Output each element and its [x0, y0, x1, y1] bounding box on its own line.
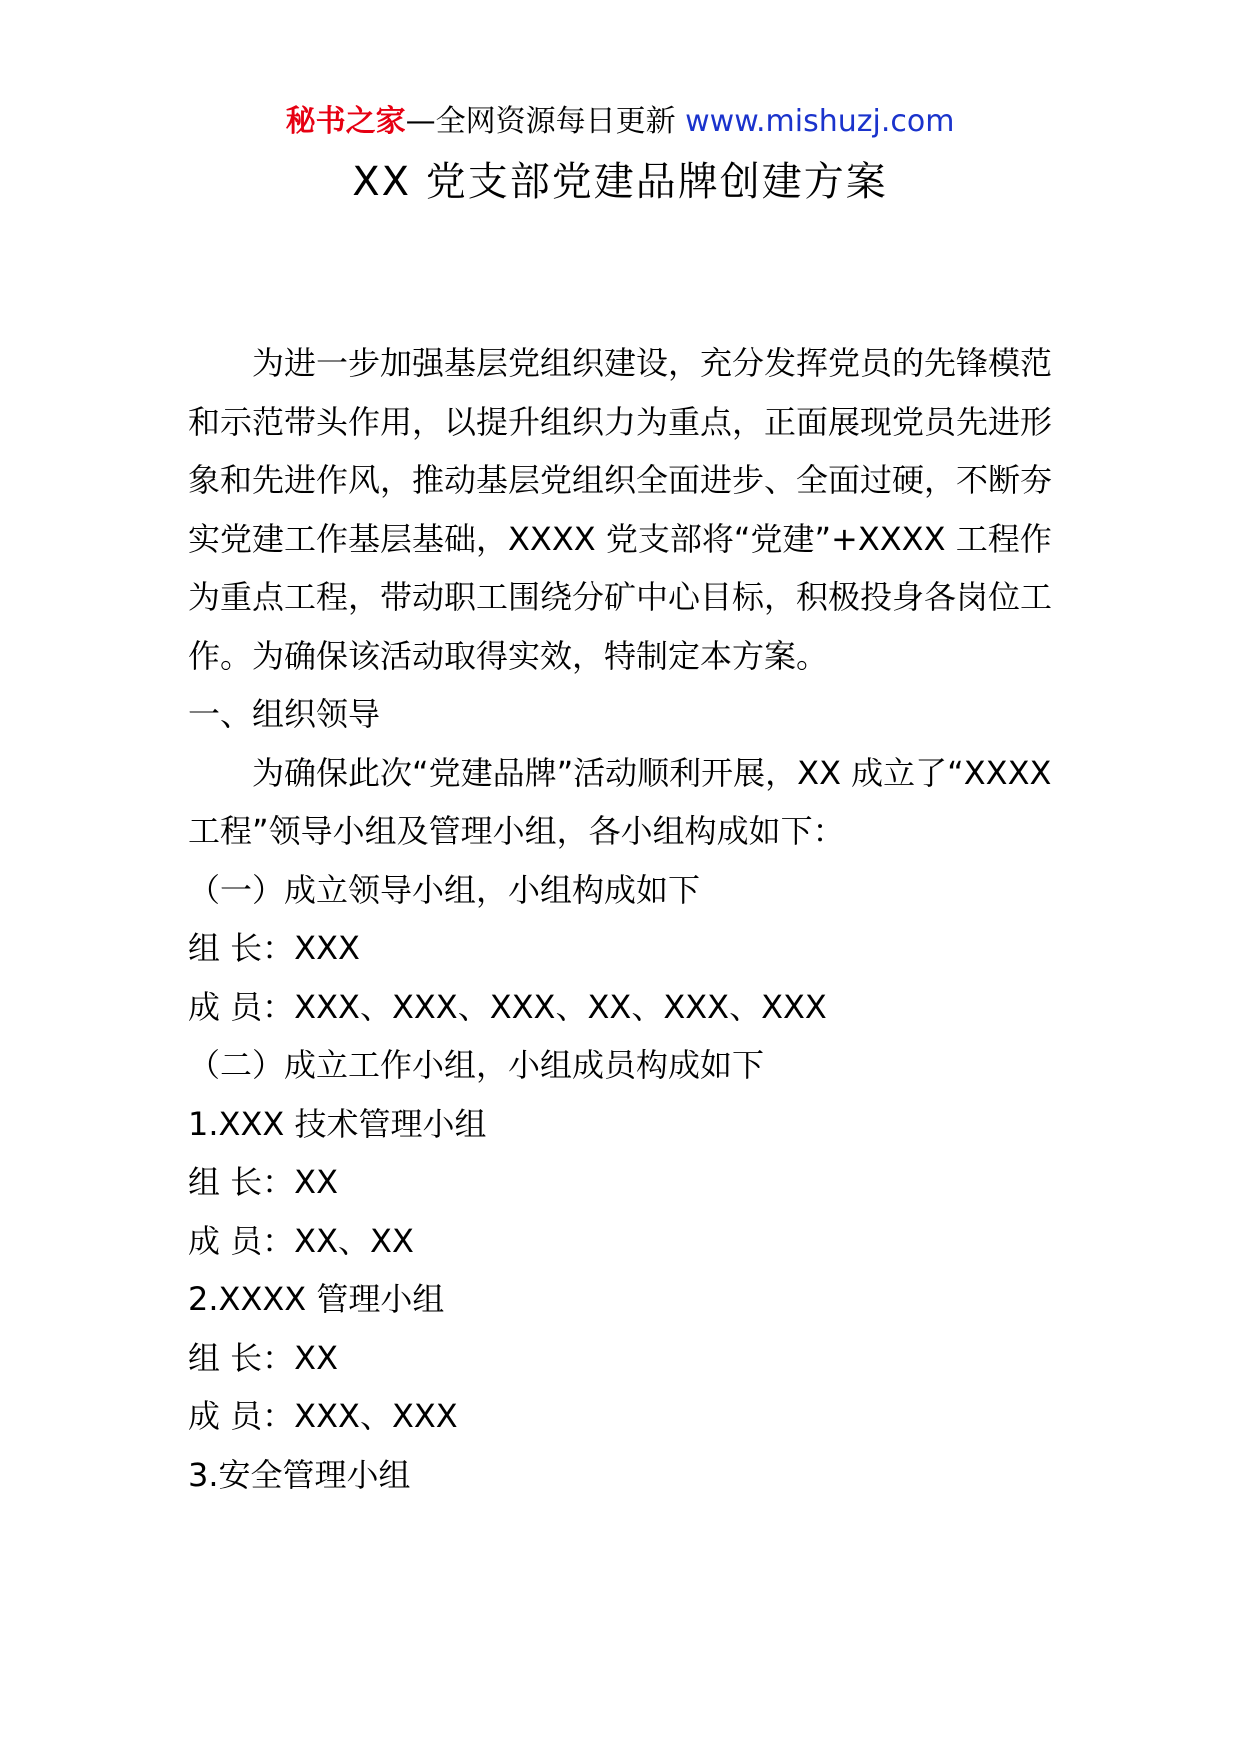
site-url-link[interactable]: www.mishuzj.com [685, 104, 955, 139]
members-line: 成 员：XXX、XXX [188, 1397, 458, 1435]
document-body [188, 334, 1058, 1504]
subsection-heading: （二）成立工作小组，小组成员构成如下 [188, 1046, 765, 1084]
group-heading: 3.安全管理小组 [188, 1455, 411, 1494]
group-heading: 1.XXX 技术管理小组 [188, 1104, 487, 1143]
site-header [0, 100, 1240, 144]
leader-line: 组 长：XX [188, 1163, 339, 1201]
members-line: 成 员：XXX、XXX、XXX、XX、XXX、XXX [188, 987, 827, 1026]
brand-name: 秘书之家 [285, 104, 406, 139]
intro-paragraph: 为进一步加强基层党组织建设，充分发挥党员的先锋模范和示范带头作用，以提升组织力为重点，正面展现党员先进形象和先进作风，推动基层党组织全面进步、全面过硬，不断夯实党建工作基层基础，XXXX 党支部将“党建”+XXXX 工程作为重点工程，带动职工围绕分矿中心目标，积极投身各岗位工作。为确保该活动取得实效，特制定本方案。 [188, 344, 1053, 675]
header-tagline: —全网资源每日更新 [405, 104, 676, 139]
members-line: 成 员：XX、XX [188, 1221, 414, 1260]
section-heading: 一、组织领导 [188, 695, 381, 733]
leader-line: 组 长：XXX [188, 929, 360, 967]
leader-line: 组 长：XX [188, 1338, 339, 1377]
section-paragraph: 为确保此次“党建品牌”活动顺利开展，XX 成立了“XXXX 工程”领导小组及管理小组，各小组构成如下： [188, 753, 1052, 850]
subsection-heading: （一）成立领导小组，小组构成如下 [188, 870, 701, 909]
group-heading: 2.XXXX 管理小组 [188, 1280, 445, 1318]
document-title: XX 党支部党建品牌创建方案 [352, 159, 888, 205]
